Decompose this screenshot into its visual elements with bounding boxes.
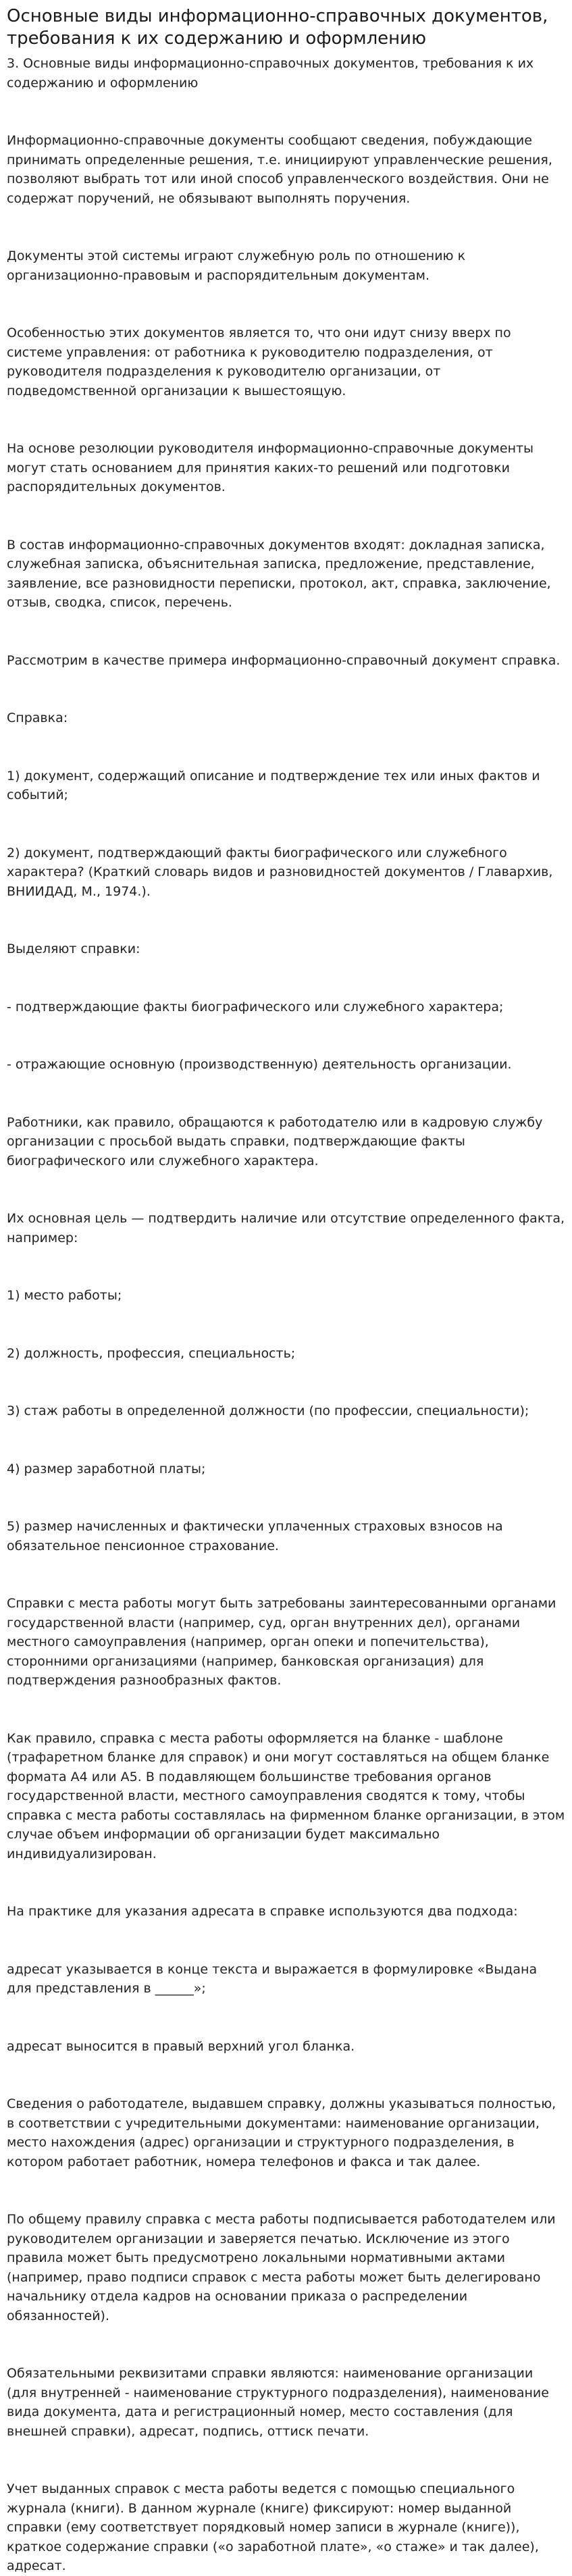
paragraph: адресат выносится в правый верхний угол бланка.: [7, 2038, 355, 2054]
paragraph: Информационно-справочные документы сообщают сведения, побуждающие принимать определенные решения, т.е. инициируют управленческие решения, позволяют выбрать тот или иной способ управленческого воздействия. Они не содержат поручений, не обязывают выполнять поручения.: [7, 133, 552, 206]
paragraph: Учет выданных справок с места работы ведется с помощью специального журнала (книги). В данном журнале (книге) фиксируют: номер выданной справки (ему соответствует порядковый номер записи в журнале (книге)), краткое содержание справки («о заработной плате», «о стаже» и так далее), адресат.: [7, 2481, 539, 2573]
paragraph: На основе резолюции руководителя информационно-справочные документы могут стать основанием для принятия каких-то решений или подготовки распорядительных документов.: [7, 441, 534, 494]
paragraph: Рассмотрим в качестве примера информационно-справочный документ справка.: [7, 652, 561, 668]
paragraph: - отражающие основную (производственную) деятельность организации.: [7, 1057, 512, 1072]
paragraph: Справка:: [7, 711, 68, 725]
paragraph: 3) стаж работы в определенной должности (по профессии, специальности);: [7, 1403, 529, 1418]
paragraph: Особенностью этих документов является то, что они идут снизу вверх по системе управления: от работника к руководителю подразделения, от руководителя подразделения к руководителю организации, от подведомственной организации к вышестоящую.: [7, 326, 511, 398]
document-title: Основные виды информационно-справочных документов, требования к их содержанию и оформлению: [7, 6, 548, 49]
paragraph: 1) место работы;: [7, 1288, 122, 1303]
paragraph: Сведения о работодателе, выдавшем справку, должны указываться полностью, в соответствии с учредительными документами: наименование организации, место нахождения (адрес) организации и структурного подразделения, в котором работает работник, номера телефонов и факса и так далее.: [7, 2096, 556, 2169]
paragraph: В состав информационно-справочных документов входят: докладная записка, служебная записка, объяснительная записка, предложение, представление, заявление, все разновидности переписки, протокол, акт, справка, заключение, отзыв, сводка, список, перечень.: [7, 537, 551, 610]
paragraph: 1) документ, содержащий описание и подтверждение тех или иных фактов и событий;: [7, 768, 540, 802]
paragraph: На практике для указания адресата в справке используются два подхода:: [7, 1904, 518, 1919]
paragraph: Справки с места работы могут быть затребованы заинтересованными органами государственной власти (например, суд, орган внутренних дел), органами местного самоуправления (например, орган опеки и попечительства), сторонними организациями (например, банковская организация) для подтверждения разнообразных фактов.: [7, 1596, 556, 1688]
paragraph: Документы этой системы играют служебную роль по отношению к организационно-правовым и распорядительным документам.: [7, 249, 466, 283]
paragraph: - подтверждающие факты биографического или служебного характера;: [7, 999, 504, 1014]
paragraph: Обязательными реквизитами справки являются: наименование организации (для внутренней - наименование структурного подразделения), наименование вида документа, дата и регистрационный номер, место составления (для внешней справки), адресат, подпись, оттиск печати.: [7, 2366, 549, 2439]
paragraph: Работники, как правило, обращаются к работодателю или в кадровую службу организации с просьбой выдать справки, подтверждающие факты биографического или служебного характера.: [7, 1114, 543, 1168]
paragraph: 4) размер заработной платы;: [7, 1461, 206, 1476]
paragraph: адресат указывается в конце текста и выражается в формулировке «Выдана для представления в ______»;: [7, 1961, 538, 1996]
paragraph: Выделяют справки:: [7, 942, 140, 956]
paragraph: По общему правилу справка с места работы подписывается работодателем или руководителем организации и заверяется печатью. Исключение из этого правила может быть предусмотрено локальными нормативными актами (например, право подписи справок с места работы может быть делегировано начальнику отдела кадров на основании приказа о распределении обязанностей).: [7, 2212, 556, 2323]
paragraph: Как правило, справка с места работы оформляется на бланке - шаблоне (трафаретном бланке для справок) и они могут составляться на общем бланке формата А4 или А5. В подавляющем большинстве требования органов государственной власти, местного самоуправления сводятся к тому, чтобы справка с места работы составлялась на фирменном бланке организации, в этом случае объем информации об организации будет максимально индивидуализирован.: [7, 1730, 565, 1861]
paragraph: 5) размер начисленных и фактически уплаченных страховых взносов на обязательное пенсионное страхование.: [7, 1519, 503, 1553]
section-heading: 3. Основные виды информационно-справочных документов, требования к их содержанию и оформлению: [7, 56, 534, 91]
paragraph: 2) документ, подтверждающий факты биографического или служебного характера? (Краткий словарь видов и разновидностей документов / Главархив, ВНИИДАД, М., 1974.).: [7, 845, 553, 899]
paragraph: Их основная цель — подтвердить наличие или отсутствие определенного факта, например:: [7, 1211, 565, 1245]
document-body: [7, 131, 565, 2576]
paragraph: 2) должность, профессия, специальность;: [7, 1345, 296, 1361]
